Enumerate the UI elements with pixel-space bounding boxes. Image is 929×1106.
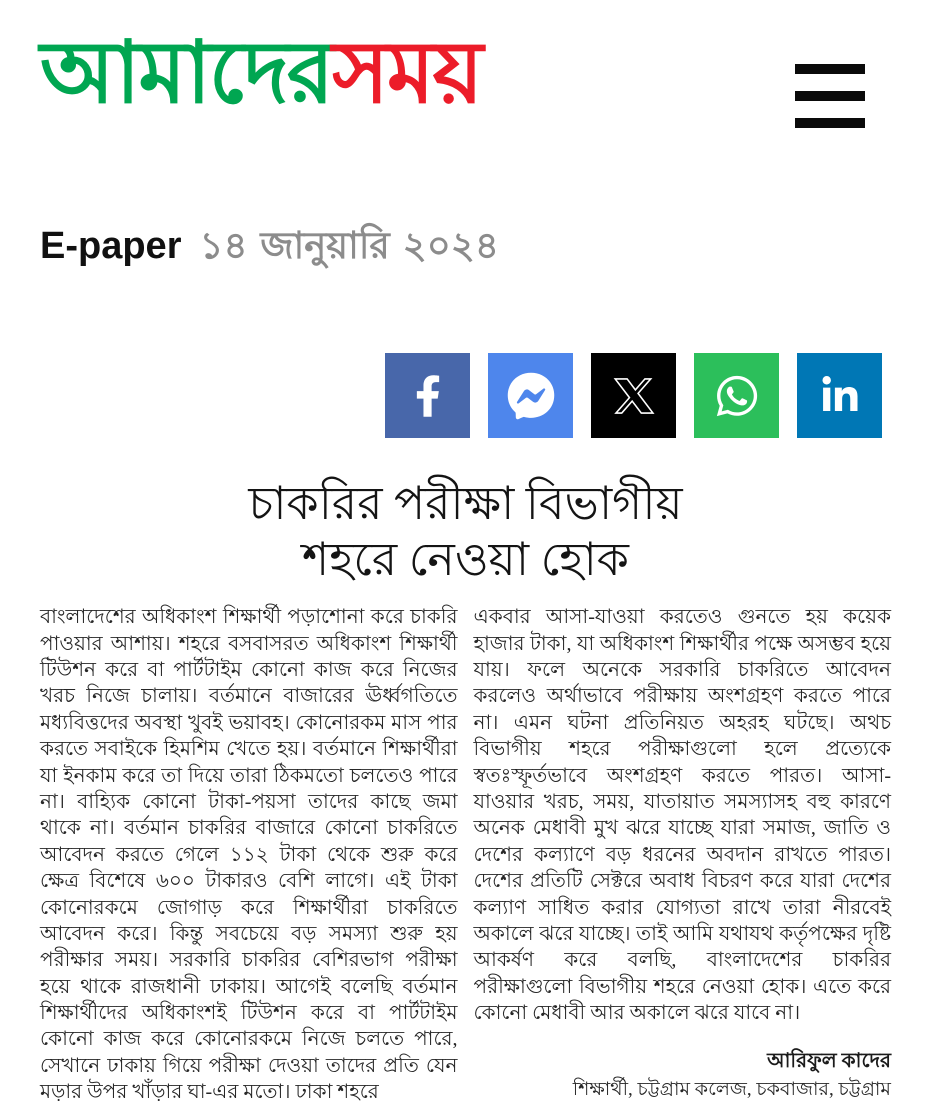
- share-messenger-button[interactable]: [488, 353, 573, 438]
- logo-text-red: সময়: [332, 23, 482, 123]
- messenger-icon: [507, 372, 555, 420]
- epaper-row: [40, 216, 891, 279]
- hamburger-bar: [795, 91, 865, 101]
- headline-line-2: শহরে নেওয়া হোক: [302, 534, 629, 586]
- hamburger-bar: [795, 118, 865, 128]
- whatsapp-icon: [714, 373, 760, 419]
- author-title: শিক্ষার্থী, চট্টগ্রাম কলেজ, চকবাজার, চট্টগ্রাম: [572, 1078, 891, 1100]
- share-whatsapp-button[interactable]: [694, 353, 779, 438]
- share-x-twitter-button[interactable]: [591, 353, 676, 438]
- x-twitter-icon: [613, 375, 655, 417]
- headline-line-1: চাকরির পরীক্ষা বিভাগীয়: [248, 478, 683, 529]
- author-signature: [474, 1048, 892, 1101]
- hamburger-bar: [795, 64, 865, 74]
- article: [40, 476, 891, 1106]
- share-facebook-button[interactable]: [385, 353, 470, 438]
- site-logo[interactable]: [40, 23, 482, 123]
- facebook-icon: [415, 374, 441, 418]
- article-text-right: একবার আসা-যাওয়া করতেও গুনতে হয় কয়েক হাজার টাকা, যা অধিকাংশ শিক্ষার্থীর পক্ষে অসম্ভব হয়ে যায়। ফলে অনেকে সরকারি চাকরিতে আবেদন করলেও অর্থাভাবে পরীক্ষায় অংশগ্রহণ করতে পারে না। এমন ঘটনা প্রতিনিয়ত অহরহ ঘটছে। অথচ বিভাগীয় শহরে পরীক্ষাগুলো হলে প্রত্যেকে স্বতঃস্ফূর্তভাবে অংশগ্রহণ করতে পারত। আসা-যাওয়ার খরচ, সময়, যাতায়াত সমস্যাসহ বহু কারণে অনেক মেধাবী মুখ ঝরে যাচ্ছে যারা সমাজ, জাতি ও দেশের কল্যাণে বড় ধরনের অবদান রাখতে পারত। দেশের প্রতিটি সেক্টরে অবাধ বিচরণ করে যারা দেশের কল্যাণ সাধিত করার যোগ্যতা রাখে তারা নীরবেই অকালে ঝরে যাচ্ছে। তাই আমি যথাযথ কর্তৃপক্ষের দৃষ্টি আকর্ষণ করে বলছি, বাংলাদেশের চাকরির পরীক্ষাগুলো বিভাগীয় শহরে নেওয়া হোক। এতে করে কোনো মেধাবী আর অকালে ঝরে যাবে না।: [473, 606, 891, 1025]
- share-buttons-row: [40, 353, 882, 438]
- hamburger-menu-icon[interactable]: [795, 64, 865, 128]
- article-text-left: বাংলাদেশের অধিকাংশ শিক্ষার্থী পড়াশোনা করে চাকরি পাওয়ার আশায়। শহরে বসবাসরত অধিকাংশ শিক্ষার্থী টিউশন করে বা পার্টটাইম কোনো কাজ করে নিজের খরচ নিজে চালায়। বর্তমানে বাজারের ঊর্ধ্বগতিতে মধ্যবিত্তদের অবস্থা খুবই ভয়াবহ। কোনোরকম মাস পার করতে সবাইকে হিমশিম খেতে হয়। বর্তমানে শিক্ষার্থীরা যা ইনকাম করে তা দিয়ে তারা ঠিকমতো চলতেও পারে না। বাহ্যিক কোনো টাকা-পয়সা তাদের কাছে জমা থাকে না। বর্তমান চাকরির বাজারে কোনো চাকরিতে আবেদন করতে গেলে ১১২ টাকা থেকে শুরু করে ক্ষেত্র বিশেষে ৬০০ টাকারও বেশি লাগে। এই টাকা কোনোরকমে জোগাড় করে শিক্ষার্থীরা চাকরিতে আবেদন করে। কিন্তু সবচেয়ে বড় সমস্যা শুরু হয় পরীক্ষার সময়। সরকারি চাকরির বেশিরভাগ পরীক্ষা হয়ে থাকে রাজধানী ঢাকায়। আগেই বলেছি বর্তমান শিক্ষার্থীদের অধিকাংশই টিউশন করে বা পার্টটাইম কোনো কাজ করে কোনোরকমে নিজে চলতে পারে, সেখানে ঢাকায় গিয়ে পরীক্ষা দেওয়া তাদের প্রতি যেন মড়ার উপর খাঁড়ার ঘা-এর মতো। ঢাকা শহরে: [40, 606, 458, 1104]
- share-linkedin-button[interactable]: [797, 353, 882, 438]
- logo-text-green: আমাদের: [40, 23, 333, 123]
- article-body: [40, 604, 891, 1105]
- article-column-right: [474, 604, 892, 1105]
- author-name: আরিফুল কাদের: [767, 1050, 891, 1073]
- article-headline: [40, 476, 891, 588]
- linkedin-icon: [822, 376, 858, 416]
- epaper-link[interactable]: E-paper: [40, 225, 182, 267]
- date-label: ১৪ জানুয়ারি ২০২৪: [199, 224, 499, 267]
- masthead: [40, 23, 891, 128]
- article-column-left: [40, 604, 458, 1105]
